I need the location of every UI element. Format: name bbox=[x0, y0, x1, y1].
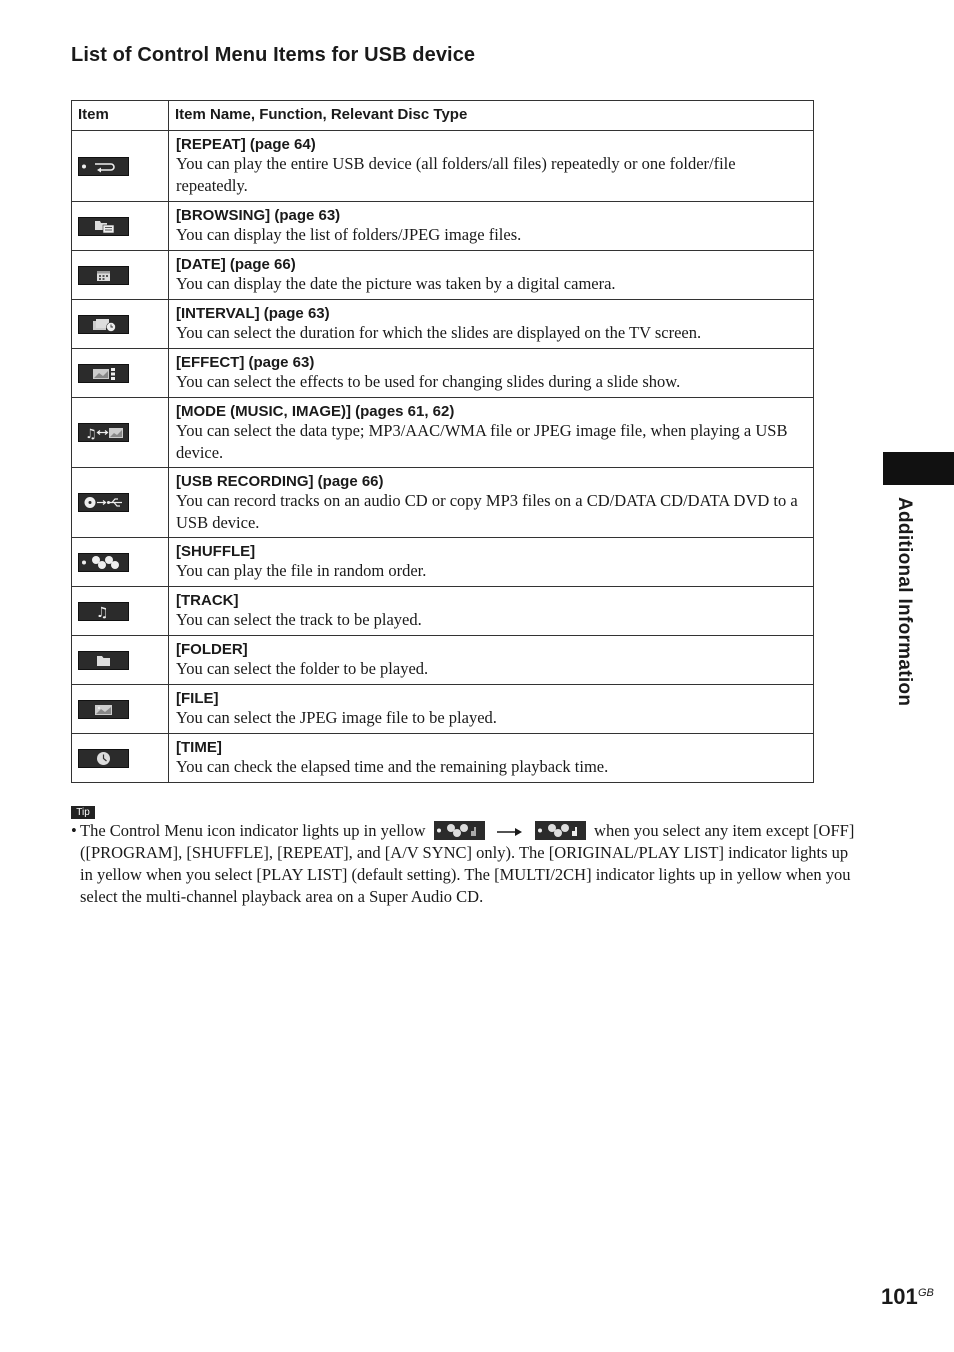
item-name: [BROWSING] (page 63) bbox=[176, 207, 341, 224]
folder-icon bbox=[78, 651, 129, 670]
section-tab-label: Additional Information bbox=[894, 497, 915, 707]
item-name: [EFFECT] (page 63) bbox=[176, 354, 315, 371]
shuffle-icon bbox=[78, 553, 129, 572]
item-name: [FILE] bbox=[176, 690, 219, 707]
item-description-cell bbox=[169, 398, 814, 468]
item-icon-cell bbox=[72, 251, 169, 300]
item-name: [TRACK] bbox=[176, 592, 239, 609]
effect-icon bbox=[78, 364, 129, 383]
item-description-cell bbox=[169, 734, 814, 783]
time-icon bbox=[78, 749, 129, 768]
item-description-cell bbox=[169, 202, 814, 251]
table-row bbox=[72, 734, 814, 783]
control-menu-table bbox=[71, 100, 814, 783]
item-function: You can select the folder to be played. bbox=[176, 659, 429, 678]
item-description-cell bbox=[169, 685, 814, 734]
item-function: You can select the duration for which the slides are displayed on the TV screen. bbox=[176, 323, 702, 342]
item-icon-cell bbox=[72, 636, 169, 685]
page-number: 101 bbox=[881, 1284, 918, 1309]
item-icon-cell bbox=[72, 398, 169, 468]
item-name: [FOLDER] bbox=[176, 641, 248, 658]
item-icon-cell bbox=[72, 685, 169, 734]
table-row bbox=[72, 538, 814, 587]
item-function: You can record tracks on an audio CD or copy MP3 files on a CD/DATA CD/DATA DVD to a USB device. bbox=[176, 491, 798, 532]
tip-text-after: when you select any item except [OFF] ([PROGRAM], [SHUFFLE], [REPEAT], and [A/V SYNC] only). The [ORIGINAL/PLAY LIST] indicator lights up in yellow when you select [PLAY LIST] (default setting). The [MULTI/2CH] indicator lights up in yellow when you select the multi-channel playback area on a Super Audio CD. bbox=[80, 821, 855, 906]
item-function: You can check the elapsed time and the remaining playback time. bbox=[176, 757, 609, 776]
table-row bbox=[72, 251, 814, 300]
item-icon-cell bbox=[72, 300, 169, 349]
table-row bbox=[72, 398, 814, 468]
item-description-cell bbox=[169, 131, 814, 202]
table-row bbox=[72, 300, 814, 349]
tip-bullet: • bbox=[71, 821, 77, 840]
section-tab-marker bbox=[883, 452, 954, 485]
tip-paragraph bbox=[71, 820, 861, 908]
item-function: You can play the entire USB device (all folders/all files) repeatedly or one folder/file repeatedly. bbox=[176, 154, 736, 195]
item-description-cell bbox=[169, 349, 814, 398]
interval-icon bbox=[78, 315, 129, 334]
header-item-name-function: Item Name, Function, Relevant Disc Type bbox=[169, 101, 814, 131]
tip-text-before: The Control Menu icon indicator lights up in yellow bbox=[80, 821, 426, 840]
item-name: [DATE] (page 66) bbox=[176, 256, 296, 273]
item-function: You can display the list of folders/JPEG image files. bbox=[176, 225, 522, 244]
mode-icon bbox=[78, 423, 129, 442]
control-menu-indicator-on-icon bbox=[535, 821, 586, 840]
table-row bbox=[72, 349, 814, 398]
header-item: Item bbox=[72, 101, 169, 131]
usb-recording-icon bbox=[78, 493, 129, 512]
item-icon-cell bbox=[72, 538, 169, 587]
table-row bbox=[72, 587, 814, 636]
item-name: [SHUFFLE] bbox=[176, 543, 256, 560]
date-icon bbox=[78, 266, 129, 285]
item-function: You can select the track to be played. bbox=[176, 610, 422, 629]
item-description-cell bbox=[169, 587, 814, 636]
browsing-icon bbox=[78, 217, 129, 236]
track-icon bbox=[78, 602, 129, 621]
table-header-row bbox=[72, 101, 814, 131]
item-function: You can display the date the picture was taken by a digital camera. bbox=[176, 274, 616, 293]
item-function: You can select the data type; MP3/AAC/WMA file or JPEG image file, when playing a USB device. bbox=[176, 421, 788, 462]
item-icon-cell bbox=[72, 587, 169, 636]
svg-text:♫: ♫ bbox=[85, 427, 97, 441]
table-row bbox=[72, 131, 814, 202]
item-function: You can play the file in random order. bbox=[176, 561, 427, 580]
item-description-cell bbox=[169, 538, 814, 587]
item-function: You can select the effects to be used for changing slides during a slide show. bbox=[176, 372, 681, 391]
item-icon-cell bbox=[72, 734, 169, 783]
file-icon bbox=[78, 700, 129, 719]
table-row bbox=[72, 636, 814, 685]
item-description-cell bbox=[169, 468, 814, 538]
tip-badge: Tip bbox=[71, 806, 95, 819]
table-row bbox=[72, 468, 814, 538]
item-description-cell bbox=[169, 636, 814, 685]
item-name: [MODE (MUSIC, IMAGE)] (pages 61, 62) bbox=[176, 403, 455, 420]
item-function: You can select the JPEG image file to be played. bbox=[176, 708, 497, 727]
page-number-suffix: GB bbox=[918, 1287, 934, 1299]
arrow-right-icon bbox=[497, 827, 523, 837]
table-row bbox=[72, 685, 814, 734]
item-name: [USB RECORDING] (page 66) bbox=[176, 473, 384, 490]
section-heading: List of Control Menu Items for USB device bbox=[71, 44, 476, 66]
item-icon-cell bbox=[72, 468, 169, 538]
item-icon-cell bbox=[72, 131, 169, 202]
item-icon-cell bbox=[72, 349, 169, 398]
table-row bbox=[72, 202, 814, 251]
item-description-cell bbox=[169, 251, 814, 300]
repeat-icon bbox=[78, 157, 129, 176]
item-description-cell bbox=[169, 300, 814, 349]
item-name: [REPEAT] (page 64) bbox=[176, 136, 316, 153]
item-name: [TIME] bbox=[176, 739, 222, 756]
item-name: [INTERVAL] (page 63) bbox=[176, 305, 330, 322]
item-icon-cell bbox=[72, 202, 169, 251]
svg-text:♫: ♫ bbox=[96, 604, 109, 620]
control-menu-indicator-off-icon bbox=[434, 821, 485, 840]
